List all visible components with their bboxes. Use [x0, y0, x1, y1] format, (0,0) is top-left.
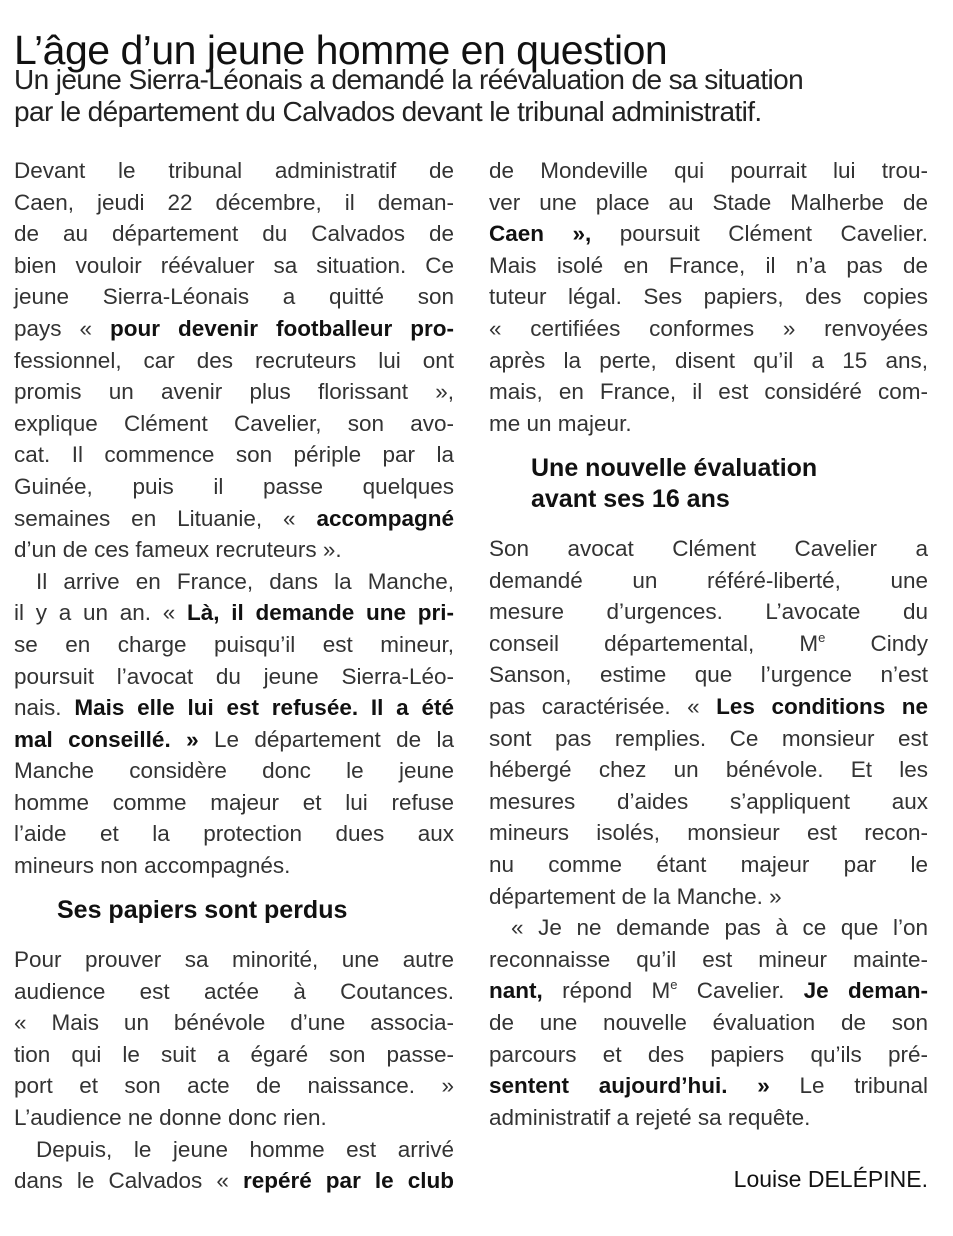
text-line: L’audience ne donne donc rien. — [14, 1104, 327, 1130]
text-line: l’aide et la protection dues aux — [14, 821, 454, 847]
quote-run: nant, — [489, 978, 563, 1004]
article-column-right — [489, 155, 928, 439]
quote-line: « Je ne demande pas à ce que l’on — [511, 915, 928, 941]
text-line — [489, 218, 928, 250]
text-run: nais. — [14, 695, 75, 721]
text-line — [489, 691, 928, 723]
standfirst-line: Un jeune Sierra-Léonais a demandé la réévaluation de sa situation — [14, 64, 804, 95]
text-run: Le département de la — [213, 726, 454, 752]
text-line: demandé un référé-liberté, une — [489, 567, 928, 593]
article-column-left — [14, 155, 454, 882]
text-line: Mais isolé en France, il n’a pas de — [489, 252, 928, 278]
text-run: il y a un an. « — [14, 600, 188, 626]
text-run: pas caractérisée. « — [489, 693, 717, 719]
text-line — [14, 597, 454, 629]
quote-line: nu comme étant majeur par le — [489, 851, 928, 877]
text-line: Devant le tribunal administratif de — [14, 158, 454, 183]
quote-run: Là, il demande une pri- — [187, 600, 454, 626]
quote-line: ver une place au Stade Malherbe de — [489, 189, 928, 215]
quote-line: promis un avenir plus florissant », — [14, 379, 454, 405]
text-line: mais, en France, il est considéré com- — [489, 379, 928, 405]
text-line: poursuit l’avocat du jeune Sierra-Léo- — [14, 663, 454, 689]
quote-run: pour devenir footballeur pro- — [110, 315, 455, 341]
quote-run: repéré par le club — [242, 1168, 454, 1194]
text-line — [489, 975, 928, 1007]
quote-line: de une nouvelle évaluation de son — [489, 1009, 928, 1035]
text-line: audience est actée à Coutances. — [14, 978, 454, 1004]
author-signature: Louise DELÉPINE. — [733, 1166, 928, 1192]
text-run: pays « — [14, 315, 111, 341]
text-line: me un majeur. — [489, 410, 632, 436]
text-line — [14, 313, 454, 345]
quote-line: sont pas remplies. Ce monsieur est — [489, 725, 928, 751]
article-column-left-continued — [14, 944, 454, 1197]
quote-line: se en charge puisqu’il est mineur, — [14, 631, 454, 657]
superscript: e — [818, 629, 826, 645]
article-standfirst — [14, 64, 934, 127]
standfirst-line: par le département du Calvados devant le tribunal administratif. — [14, 95, 762, 127]
quote-line: port et son acte de naissance. » — [14, 1073, 454, 1099]
subhead-line: Une nouvelle évaluation — [531, 454, 818, 482]
text-run: poursuit Clément Cavelier. — [619, 221, 928, 247]
text-line: administratif a rejeté sa requête. — [489, 1104, 811, 1130]
text-line: mesure d’urgences. L’avocate du — [489, 599, 928, 625]
text-line — [14, 503, 454, 535]
quote-run: accompagné — [316, 505, 454, 531]
text-line: explique Clément Cavelier, son avo- — [14, 410, 454, 436]
quote-line: fessionnel, car des recruteurs lui ont — [14, 347, 454, 373]
quote-line: département de la Manche. » — [489, 883, 782, 909]
text-run: dans le Calvados « — [14, 1168, 243, 1194]
quote-line: de Mondeville qui pourrait lui trou- — [489, 158, 928, 183]
quote-line: mineurs isolés, monsieur est recon- — [489, 820, 928, 846]
text-line: homme comme majeur et lui refuse — [14, 789, 454, 815]
quote-run: Les conditions ne — [716, 693, 928, 719]
quote-line: tion qui le suit a égaré son passe- — [14, 1041, 454, 1067]
text-line: Manche considère donc le jeune — [14, 758, 454, 784]
text-run: Cindy — [825, 630, 928, 656]
quote-run: Caen », — [489, 221, 620, 247]
text-line: Son avocat Clément Cavelier a — [489, 536, 928, 561]
subhead-papers-lost: Ses papiers sont perdus — [57, 896, 348, 924]
text-line: jeune Sierra-Léonais a quitté son — [14, 284, 454, 310]
text-line: Il arrive en France, dans la Manche, — [36, 568, 454, 594]
superscript: e — [670, 977, 678, 993]
subhead-line: avant ses 16 ans — [531, 485, 730, 513]
text-line: Guinée, puis il passe quelques — [14, 473, 454, 499]
article-title: L’âge d’un jeune homme en question — [14, 27, 668, 74]
quote-run: Mais elle lui est refusée. Il a été — [74, 695, 454, 721]
text-line: cat. Il commence son périple par la — [14, 442, 454, 468]
quote-line: « Mais un bénévole d’une associa- — [14, 1010, 454, 1036]
text-line: Caen, jeudi 22 décembre, il deman- — [14, 189, 454, 215]
text-run: Cavelier. — [677, 978, 804, 1004]
quote-run: sentent aujourd’hui. » — [489, 1073, 800, 1099]
quote-line: reconnaisse qu’il est mineur mainte- — [489, 946, 928, 972]
text-line — [14, 724, 454, 756]
text-line: mineurs non accompagnés. — [14, 853, 291, 879]
text-line: Pour prouver sa minorité, une autre — [14, 947, 454, 972]
quote-run: Je deman- — [803, 978, 929, 1004]
subhead-new-evaluation — [531, 453, 817, 515]
text-line: bien vouloir réévaluer sa situation. Ce — [14, 252, 454, 278]
text-run: Le tribunal — [799, 1073, 928, 1099]
text-line — [489, 628, 928, 660]
text-line — [14, 1165, 454, 1197]
quote-line: parcours et des papiers qu’ils pré- — [489, 1041, 928, 1067]
text-run: semaines en Lituanie, « — [14, 505, 317, 531]
quote-line: mesures d’aides s’appliquent aux — [489, 788, 928, 814]
text-line — [489, 1070, 928, 1102]
text-line: Sanson, estime que l’urgence n’est — [489, 662, 928, 688]
text-run: répond M — [562, 978, 671, 1004]
text-line: « certifiées conformes » renvoyées — [489, 315, 928, 341]
text-line: Depuis, le jeune homme est arrivé — [36, 1136, 454, 1162]
quote-line: hébergé chez un bénévole. Et les — [489, 757, 928, 783]
quote-line: d’un de ces fameux recruteurs ». — [14, 537, 342, 563]
article-column-right-continued — [489, 533, 928, 1133]
text-line — [14, 692, 454, 724]
quote-run: mal conseillé. » — [14, 726, 214, 752]
text-run: conseil départemental, M — [489, 630, 819, 656]
text-line: après la perte, disent qu’il a 15 ans, — [489, 347, 928, 373]
text-line: de au département du Calvados de — [14, 221, 454, 247]
text-line: tuteur légal. Ses papiers, des copies — [489, 284, 928, 310]
